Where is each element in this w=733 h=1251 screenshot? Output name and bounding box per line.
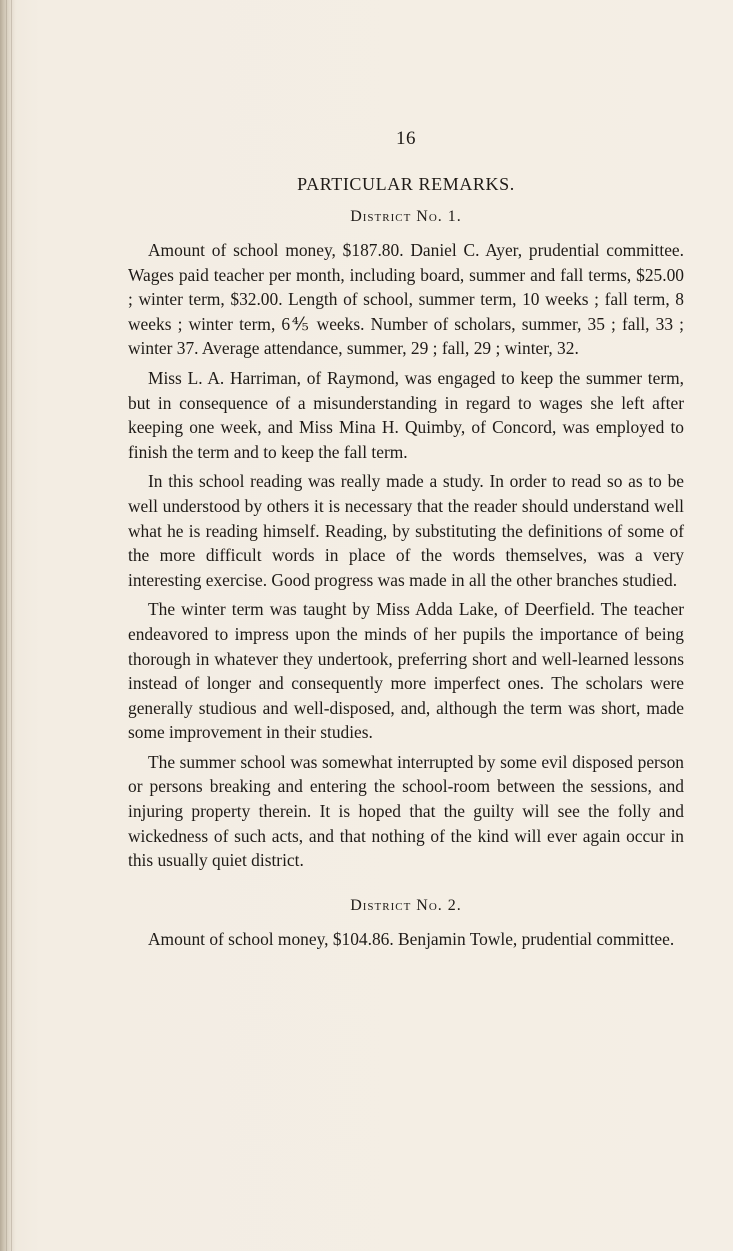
sheet-edge-line [11, 0, 12, 1251]
page-content [128, 128, 684, 956]
paragraph: Miss L. A. Harriman, of Raymond, was engaged to keep the summer term, but in consequence of a misunderstanding in regard to wages she left after keeping one week, and Miss Mina H. Quimby, of Concord, was employed to finish the term and to keep the fall term. [128, 367, 684, 462]
section-title: PARTICULAR REMARKS. [297, 174, 515, 194]
page-number: 16 [396, 128, 416, 149]
district-heading: District No. 1. [350, 208, 462, 225]
paragraph: The winter term was taught by Miss Adda Lake, of Deerfield. The teacher endeavored to impress upon the minds of her pupils the importance of being thorough in whatever they undertook, preferring short and well-learned lessons instead of longer and consequently more imperfect ones. The scholars were generally studious and well-disposed, and, although the term was short, made some improvement in their studies. [128, 599, 684, 743]
sheet-edge-line [6, 0, 7, 1251]
paragraph: The summer school was somewhat interrupted by some evil disposed person or persons breaking and entering the school-room between the sessions, and injuring property therein. It is hoped that the guilty will see the folly and wickedness of such acts, and that nothing of the kind will ever again occur in this usually quiet district. [128, 751, 684, 871]
binding-edge [0, 0, 16, 1251]
paragraph: In this school reading was really made a study. In order to read so as to be well understood by others it is necessary that the reader should understand well what he is reading himself. Reading, by substituting the definitions of some of the more difficult words in place of the words themselves, was a very interesting exercise. Good progress was made in all the other branches studied. [128, 471, 684, 590]
district-1-section [128, 208, 684, 873]
district-heading: District No. 2. [350, 896, 462, 914]
paragraph: Amount of school money, $187.80. Daniel C. Ayer, prudential committee. Wages paid teacher per month, including board, summer and fall terms, $25.00 ; winter term, $32.00. Length of school, summer term, 10 weeks ; fall term, 8 weeks ; winter term, 6⅘ weeks. Number of scholars, summer, 35 ; fall, 33 ; winter 37. Average attendance, summer, 29 ; fall, 29 ; winter, 32. [128, 240, 684, 359]
paragraph: Amount of school money, $104.86. Benjamin Towle, prudential committee. [148, 928, 675, 949]
district-2-section [128, 897, 684, 952]
